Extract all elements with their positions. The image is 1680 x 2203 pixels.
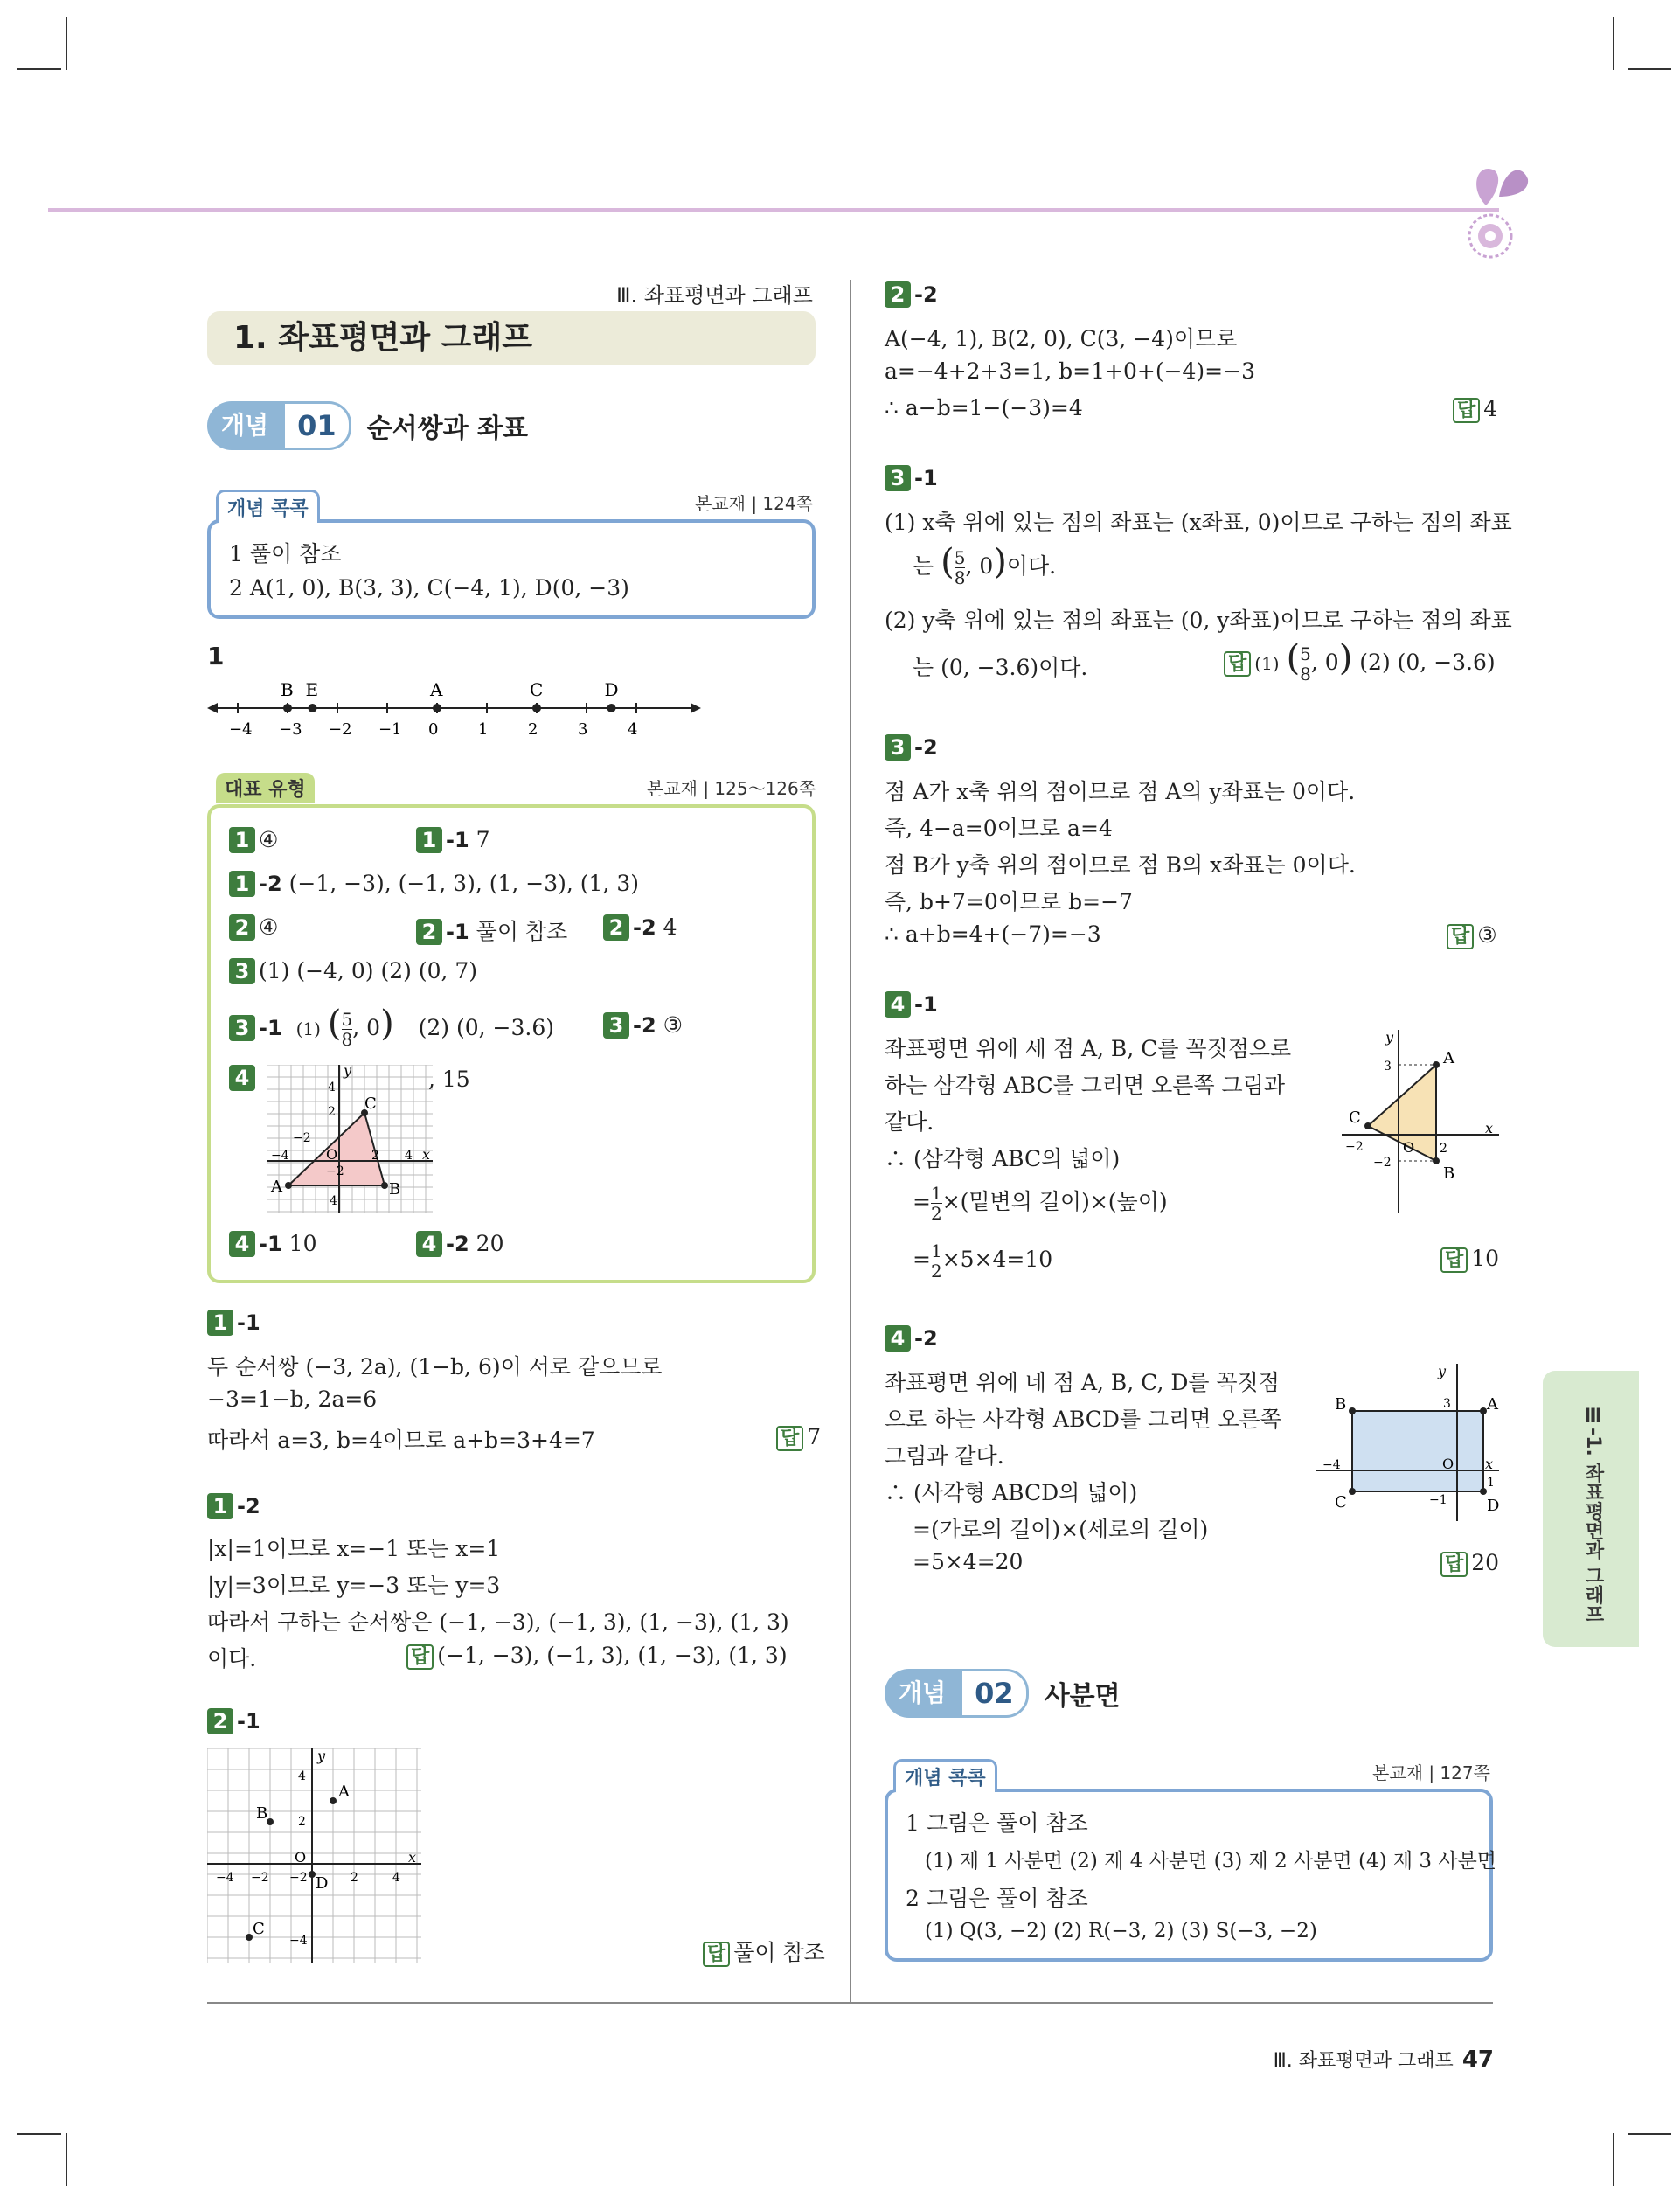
- svg-text:B: B: [256, 1804, 268, 1823]
- svg-text:y: y: [1438, 1364, 1447, 1379]
- crop-mark: [1628, 2133, 1671, 2135]
- number-line-tick-label: −1: [378, 720, 402, 739]
- solution-line: −3=1−b, 2a=6: [207, 1386, 378, 1412]
- number-line-point: [283, 704, 292, 712]
- svg-text:2: 2: [351, 1871, 358, 1885]
- svg-text:A: A: [1443, 1049, 1454, 1067]
- svg-text:−4: −4: [289, 1934, 308, 1948]
- solution-line: ∴ a+b=4+(−7)=−3: [885, 921, 1101, 947]
- svg-text:x: x: [422, 1146, 431, 1163]
- svg-text:y: y: [317, 1748, 326, 1764]
- number-line: [207, 678, 705, 748]
- solution-heading: 2 -2: [885, 281, 945, 308]
- svg-text:4: 4: [330, 1194, 337, 1208]
- solution-line: |x|=1이므로 x=−1 또는 x=1: [207, 1536, 501, 1561]
- number-line-point: [433, 704, 441, 712]
- concept-02-header: [885, 1668, 1121, 1719]
- svg-text:−1: −1: [1429, 1493, 1447, 1507]
- svg-text:4: 4: [298, 1769, 306, 1783]
- svg-text:−2: −2: [1373, 1156, 1392, 1170]
- bottom-rule: [207, 2002, 1493, 2004]
- svg-text:B: B: [1335, 1395, 1347, 1414]
- number-line-tick-label: −4: [229, 720, 253, 739]
- svg-text:y: y: [1385, 1030, 1394, 1046]
- concept-check-tag: 개념 콕콕: [893, 1759, 997, 1792]
- crop-mark: [1613, 17, 1614, 70]
- svg-text:3: 3: [1384, 1060, 1392, 1074]
- svg-text:−2: −2: [293, 1131, 311, 1145]
- concept-check-line: 2 A(1, 0), B(3, 3), C(−4, 1), D(0, −3): [229, 575, 629, 601]
- svg-text:−2: −2: [326, 1164, 344, 1178]
- number-line-point-label: E: [305, 679, 319, 700]
- solution-line: ∴ a−b=1−(−3)=4: [885, 395, 1083, 420]
- svg-text:2: 2: [298, 1815, 306, 1829]
- rep-answer: 3 -1 (1) ( $\frac{5}{8}$ , 0) (2) (0, −3.6): [229, 1004, 554, 1049]
- rep-answer: 3 (1) (−4, 0) (2) (0, 7): [229, 958, 477, 984]
- svg-text:y: y: [344, 1065, 352, 1079]
- solution-line: |y|=3이므로 y=−3 또는 y=3: [207, 1573, 501, 1598]
- number-line-tick-label: 1: [478, 720, 489, 739]
- solution-line: ∴ (삼각형 ABC의 넓이): [885, 1146, 1121, 1171]
- svg-text:4: 4: [405, 1149, 413, 1163]
- solution-heading: 2 -1: [207, 1708, 267, 1734]
- svg-text:−4: −4: [216, 1871, 234, 1885]
- number-line-tick-label: 2: [528, 720, 538, 739]
- rep-answer: 2 ④: [229, 914, 278, 941]
- svg-text:B: B: [389, 1180, 401, 1199]
- svg-text:−4: −4: [1322, 1458, 1341, 1472]
- item-number: 1: [207, 642, 225, 671]
- concept-number: 02: [960, 1669, 1029, 1718]
- solution-answer: 답 4: [1453, 395, 1497, 422]
- solution-line: 따라서 a=3, b=4이므로 a+b=3+4=7: [207, 1428, 595, 1453]
- concept-check-line: 1 그림은 풀이 참조: [906, 1810, 1088, 1836]
- svg-text:C: C: [1335, 1493, 1347, 1512]
- rep-answer: 2 -1 풀이 참조: [416, 914, 567, 946]
- rep-type-tag: 대표 유형: [216, 773, 315, 803]
- number-line-tick-label: −2: [329, 720, 352, 739]
- rep-answer: 1 -1 7: [416, 827, 490, 853]
- solution-line: 으로 하는 사각형 ABCD를 그리면 오른쪽: [885, 1407, 1281, 1432]
- svg-text:x: x: [408, 1849, 417, 1866]
- triangle-graph-rep: [267, 1065, 433, 1213]
- svg-text:−2: −2: [251, 1871, 269, 1885]
- number-line-point-label: A: [430, 679, 443, 700]
- solution-answer: 답 7: [776, 1423, 821, 1450]
- solution-heading: 4 -2: [885, 1325, 945, 1352]
- svg-text:C: C: [1349, 1108, 1361, 1127]
- solution-line: 따라서 구하는 순서쌍은 (−1, −3), (−1, 3), (1, −3), (1, 3): [207, 1609, 789, 1635]
- solution-line: =5×4=20: [913, 1549, 1024, 1574]
- header-band: [48, 208, 1499, 212]
- concept-check-line: 1 풀이 참조: [229, 541, 342, 566]
- concept-pill: 개념: [207, 401, 282, 450]
- solution-answer: 답 (−1, −3), (−1, 3), (1, −3), (1, 3): [406, 1642, 788, 1669]
- solution-answer: 답 ③: [1447, 921, 1497, 949]
- rep-answer: 4 -1 10: [229, 1231, 316, 1257]
- number-line-tick-label: 3: [578, 720, 588, 739]
- svg-text:x: x: [1485, 1456, 1494, 1472]
- svg-text:O: O: [1403, 1139, 1415, 1156]
- number-line-point-label: B: [281, 679, 294, 700]
- concept-check-line: (1) Q(3, −2) (2) R(−3, 2) (3) S(−3, −2): [925, 1920, 1317, 1942]
- svg-text:−4: −4: [271, 1149, 289, 1163]
- number-line-tick-label: 4: [628, 720, 638, 739]
- number-line-tick-label: 0: [428, 720, 439, 739]
- svg-text:O: O: [1442, 1456, 1454, 1472]
- svg-text:−2: −2: [1345, 1140, 1364, 1154]
- svg-text:4: 4: [392, 1871, 400, 1885]
- solution-line: = $\frac{1}{2}$ ×(밑변의 길이)×(높이): [913, 1183, 1168, 1224]
- solution-line: A(−4, 1), B(2, 0), C(3, −4)이므로: [885, 326, 1238, 351]
- solution-line: (1) x축 위에 있는 점의 좌표는 (x좌표, 0)이므로 구하는 점의 좌표: [885, 510, 1512, 535]
- solution-line: ∴ (사각형 ABCD의 넓이): [885, 1480, 1138, 1505]
- solution-heading: 4 -1: [885, 991, 945, 1018]
- crop-mark: [17, 68, 61, 70]
- number-line-point-label: C: [530, 679, 544, 700]
- svg-text:x: x: [1485, 1120, 1494, 1136]
- textbook-ref: 본교재 | 124쪽: [695, 493, 813, 514]
- crop-mark: [1628, 68, 1671, 70]
- rep-answer: 4: [229, 1065, 259, 1091]
- crop-mark: [66, 17, 67, 70]
- solution-line: 즉, b+7=0이므로 b=−7: [885, 889, 1133, 914]
- crop-mark: [66, 2133, 67, 2186]
- svg-text:C: C: [253, 1920, 265, 1938]
- svg-text:4: 4: [328, 1081, 336, 1095]
- textbook-ref: 본교재 | 125～126쪽: [647, 778, 816, 799]
- solution-line: 는 (0, −3.6)이다.: [913, 655, 1088, 680]
- solution-line: (2) y축 위에 있는 점의 좌표는 (0, y좌표)이므로 구하는 점의 좌표: [885, 608, 1512, 633]
- svg-text:D: D: [316, 1874, 329, 1893]
- column-divider: [850, 280, 851, 2002]
- solution-line: 좌표평면 위에 세 점 A, B, C를 꼭짓점으로: [885, 1036, 1292, 1061]
- textbook-ref: 본교재 | 127쪽: [1372, 1762, 1490, 1783]
- concept-check-box: [207, 519, 816, 619]
- flower-ornament-icon: [1451, 144, 1547, 267]
- solution-heading: 1 -2: [207, 1493, 267, 1519]
- solution-line: a=−4+2+3=1, b=1+0+(−4)=−3: [885, 358, 1255, 384]
- concept-check-tag: 개념 콕콕: [216, 490, 320, 523]
- solution-heading: 3 -1: [885, 465, 945, 491]
- svg-text:O: O: [295, 1849, 307, 1866]
- solution-line: 점 B가 y축 위의 점이므로 점 B의 x좌표는 0이다.: [885, 852, 1356, 878]
- svg-text:A: A: [271, 1178, 282, 1196]
- svg-text:2: 2: [1440, 1142, 1447, 1156]
- number-line-point: [532, 704, 541, 712]
- svg-text:D: D: [1487, 1497, 1499, 1515]
- number-line-point: [309, 704, 317, 712]
- crop-mark: [17, 2133, 61, 2135]
- chapter-label: Ⅲ. 좌표평면과 그래프: [616, 283, 813, 308]
- concept-check-line: 2 그림은 풀이 참조: [906, 1886, 1088, 1911]
- solution-line: 그림과 같다.: [885, 1443, 1004, 1469]
- concept-number: 01: [282, 401, 351, 450]
- page-number: 47: [1461, 2047, 1494, 2073]
- solution-line: 점 A가 x축 위의 점이므로 점 A의 y좌표는 0이다.: [885, 779, 1356, 804]
- svg-text:2: 2: [328, 1105, 336, 1119]
- number-line-point: [607, 704, 616, 712]
- concept-01-header: [207, 400, 528, 451]
- rep-answer: 1 -2 (−1, −3), (−1, 3), (1, −3), (1, 3): [229, 871, 639, 897]
- number-line-point-label: D: [604, 679, 619, 700]
- rep-answer: 2 -2 4: [603, 914, 677, 941]
- concept-title: 사분면: [1044, 1681, 1121, 1712]
- svg-text:O: O: [326, 1146, 338, 1163]
- solution-line: 두 순서쌍 (−3, 2a), (1−b, 6)이 서로 같으므로: [207, 1354, 663, 1379]
- solution-answer: 답 20: [1440, 1549, 1499, 1576]
- svg-text:3: 3: [1443, 1397, 1451, 1411]
- rectangle-graph-4-2: [1316, 1364, 1499, 1521]
- concept-title: 순서쌍과 좌표: [366, 413, 528, 444]
- solution-line: =(가로의 길이)×(세로의 길이): [913, 1517, 1209, 1542]
- concept-pill: 개념: [885, 1669, 960, 1718]
- solution-answer: 답 (1) ( $\frac{5}{8}$ , 0) (2) (0, −3.6): [1224, 638, 1496, 684]
- svg-text:A: A: [338, 1783, 350, 1801]
- svg-text:2: 2: [371, 1149, 379, 1163]
- solution-line: 는 ( $\frac{5}{8}$ , 0)이다.: [913, 542, 1057, 588]
- crop-mark: [1613, 2133, 1614, 2186]
- solution-heading: 1 -1: [207, 1310, 267, 1336]
- triangle-graph-4-1: [1342, 1030, 1499, 1213]
- rep-answer: 1 ④: [229, 827, 278, 853]
- svg-text:C: C: [364, 1095, 377, 1113]
- solution-line: 좌표평면 위에 네 점 A, B, C, D를 꼭짓점: [885, 1370, 1280, 1395]
- svg-text:1: 1: [1487, 1476, 1495, 1490]
- rep-answer: 3 -2 ③: [603, 1012, 683, 1039]
- solution-answer: 답 풀이 참조: [703, 1935, 825, 1967]
- solution-line: 즉, 4−a=0이므로 a=4: [885, 816, 1113, 841]
- solution-line: 하는 삼각형 ABC를 그리면 오른쪽 그림과: [885, 1073, 1286, 1098]
- solution-line: = $\frac{1}{2}$ ×5×4=10: [913, 1240, 1053, 1282]
- page-footer: Ⅲ. 좌표평면과 그래프 47: [1273, 2047, 1494, 2073]
- concept-check-line: (1) 제 1 사분면 (2) 제 4 사분면 (3) 제 2 사분면 (4) 제 3 사분면: [925, 1850, 1497, 1873]
- solution-heading: 3 -2: [885, 734, 945, 761]
- solution-line: 같다.: [885, 1109, 934, 1135]
- solution-line: 이다.: [207, 1646, 257, 1671]
- rep-answer-tail: , 15: [428, 1067, 470, 1092]
- solution-answer: 답 10: [1440, 1245, 1499, 1272]
- coordinate-graph-2-1: [207, 1748, 421, 1963]
- chapter-side-tab: Ⅲ-1. 좌표평면과 그래프: [1543, 1371, 1639, 1647]
- rep-answer: 4 -2 20: [416, 1231, 503, 1257]
- svg-text:−2: −2: [289, 1871, 308, 1885]
- svg-text:B: B: [1443, 1164, 1455, 1183]
- svg-text:A: A: [1487, 1395, 1498, 1414]
- section-title: 1. 좌표평면과 그래프: [207, 311, 816, 365]
- number-line-tick-label: −3: [279, 720, 302, 739]
